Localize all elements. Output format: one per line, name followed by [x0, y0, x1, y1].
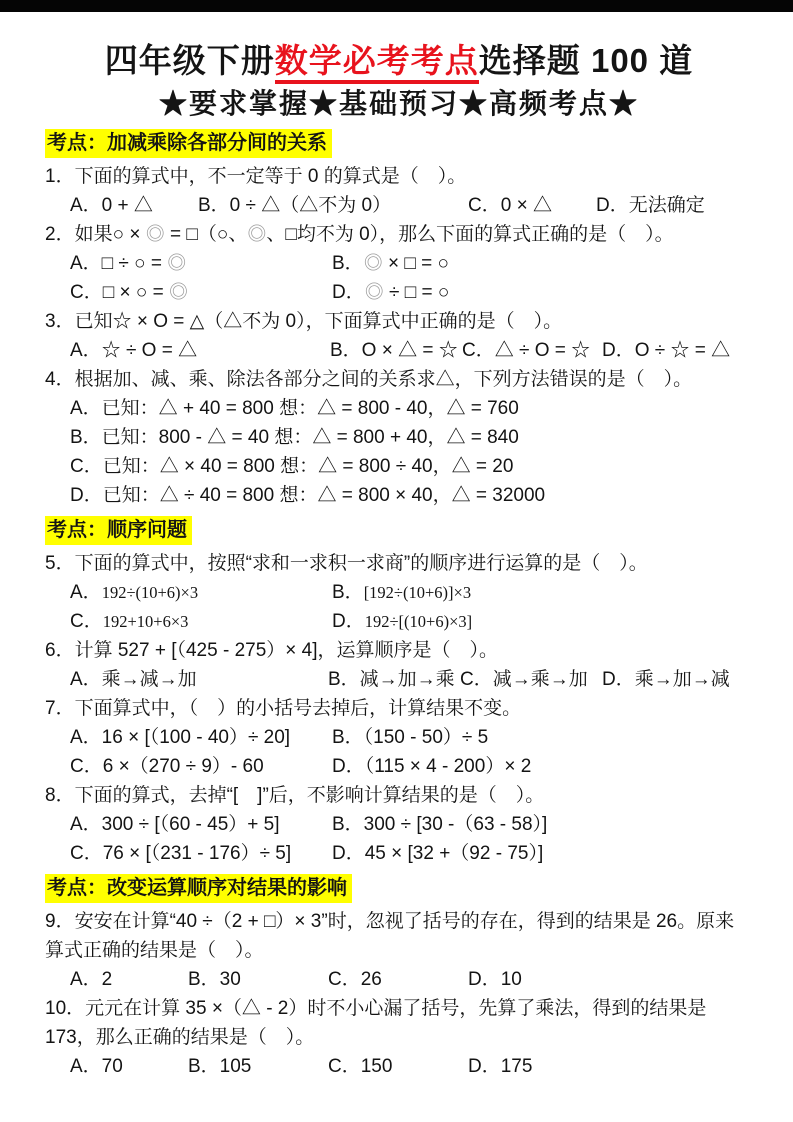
q1-option-a: A．0 + △: [70, 195, 153, 216]
q4-option-d: D．已知：△ ÷ 40 = 800 想：△ = 800 × 40，△ = 32000: [70, 485, 546, 506]
title-highlight-red: 数学必考考点: [275, 42, 479, 84]
q6-stem: 6．计算 527 + [（425 - 275）× 4]，运算顺序是（ ）。: [45, 640, 498, 661]
q2-option-b-label: B．: [332, 253, 364, 274]
worksheet-content: [0, 12, 793, 1081]
page-subtitle: ★要求掌握★基础预习★高频考点★: [158, 88, 639, 119]
q8-options-row-1: [45, 810, 753, 839]
section-1: [45, 129, 753, 160]
q6-option-d: D．乘→加→减: [602, 669, 730, 690]
q7-option-b: B．（150 - 50）÷ 5: [332, 727, 489, 748]
q5-option-d-label: D．: [332, 611, 365, 632]
q5-option-d: [332, 607, 753, 636]
q8-stem: 8．下面的算式，去掉“[ ]”后，不影响计算结果的是（ ）。: [45, 785, 545, 806]
q4-option-a: A．已知：△ + 40 = 800 想：△ = 800 - 40，△ = 760: [70, 398, 519, 419]
q9-option-c: C．26: [328, 969, 382, 990]
q6-option-a: A．乘→减→加: [70, 669, 197, 690]
gray-circle-symbol: ◎: [364, 282, 384, 303]
q5-option-b-expression: [192÷(10+6)]×3: [363, 583, 472, 602]
gray-circle-symbol: ◎: [168, 282, 188, 303]
section-1-header: 考点：加减乘除各部分间的关系: [45, 129, 332, 158]
q2-option-a-text: A．□ ÷ ○ =: [70, 253, 168, 274]
q1-options: [45, 191, 753, 220]
q7-stem: 7．下面算式中，（ ）的小括号去掉后，计算结果不变。: [45, 698, 522, 719]
q9-option-a: A．2: [70, 969, 113, 990]
q8-options-row-2: [45, 839, 753, 868]
q3-options: [45, 336, 753, 365]
top-black-bar: [0, 0, 793, 12]
gray-circle-symbol: ◎: [167, 253, 187, 274]
title-pre: 四年级下册: [104, 42, 275, 79]
q5-option-c-expression: 192+10+6×3: [102, 612, 189, 631]
q6-option-c: C．减→乘→加: [460, 669, 588, 690]
q2-option-b: [332, 249, 753, 278]
q7-option-d: D．（115 × 4 - 200）× 2: [332, 756, 532, 777]
q2-option-c: [70, 278, 332, 307]
q7-option-c: C．6 ×（270 ÷ 9）- 60: [70, 756, 264, 777]
q10-option-c: C．150: [328, 1056, 393, 1077]
q3-option-b: B．O × △ = ☆: [330, 340, 458, 361]
q6-options: [45, 665, 753, 694]
q2-option-c-text: C．□ × ○ =: [70, 282, 169, 303]
q5-option-c: [70, 607, 332, 636]
q4-option-b: B．已知：800 - △ = 40 想：△ = 800 + 40，△ = 840: [70, 427, 519, 448]
q5-option-a-expression: 192÷(10+6)×3: [101, 583, 199, 602]
q10-option-d: D．175: [468, 1056, 533, 1077]
q2-stem-text-3: 、□均不为 0），那么下面的算式正确的是（ ）。: [266, 224, 674, 245]
q5-option-a: [70, 578, 332, 607]
gray-circle-symbol: ◎: [145, 224, 165, 245]
section-2: [45, 516, 753, 547]
title-post: 选择题 100 道: [478, 42, 694, 79]
q7-option-a: A．16 × [（100 - 40）÷ 20]: [70, 727, 291, 748]
q2-option-d: [332, 278, 753, 307]
q1-option-d: D．无法确定: [596, 195, 705, 216]
q5-stem: 5．下面的算式中，按照“求和一求积一求商”的顺序进行运算的是（ ）。: [45, 553, 648, 574]
section-3: [45, 874, 753, 905]
page-title: [45, 40, 753, 82]
section-3-header: 考点：改变运算顺序对结果的影响: [45, 874, 352, 903]
q7-options-row-2: [45, 752, 753, 781]
q9-option-d: D．10: [468, 969, 522, 990]
q2-stem-text-2: = □（○、: [164, 224, 248, 245]
q8-option-a: A．300 ÷ [（60 - 45）+ 5]: [70, 814, 280, 835]
q2-stem: [45, 220, 753, 249]
q10-option-b: B．105: [188, 1056, 252, 1077]
q1-option-c: C．0 × △: [468, 195, 552, 216]
q4-option-c: C．已知：△ × 40 = 800 想：△ = 800 ÷ 40，△ = 20: [70, 456, 514, 477]
q7-options-row-1: [45, 723, 753, 752]
q3-stem: 3．已知☆ × O = △（△不为 0），下面算式中正确的是（ ）。: [45, 311, 563, 332]
q5-option-b: [332, 578, 753, 607]
q9-option-b: B．30: [188, 969, 241, 990]
q9-stem: 9．安安在计算“40 ÷（2 + □）× 3”时，忽视了括号的存在，得到的结果是 26。原来算式正确的结果是（ ）。: [45, 911, 735, 961]
q5-option-d-expression: 192÷[(10+6)×3]: [364, 612, 473, 631]
gray-circle-symbol: ◎: [363, 253, 383, 274]
q10-options: [45, 1052, 753, 1081]
q2-option-a: [70, 249, 332, 278]
q5-option-b-label: B．: [332, 582, 364, 603]
section-2-header: 考点：顺序问题: [45, 516, 192, 545]
q8-option-d: D．45 × [32 +（92 - 75）]: [332, 843, 544, 864]
q1-option-b: B．0 ÷ △（△不为 0）: [198, 195, 392, 216]
q10-stem: 10．元元在计算 35 ×（△ - 2）时不小心漏了括号，先算了乘法，得到的结果是 173，那么正确的结果是（ ）。: [45, 998, 707, 1048]
q2-options-row-1: [45, 249, 753, 278]
q1-stem: 1．下面的算式中，不一定等于 0 的算式是（ ）。: [45, 166, 467, 187]
q5-options-row-2: [45, 607, 753, 636]
q5-options-row-1: [45, 578, 753, 607]
q6-option-b: B．减→加→乘: [328, 669, 455, 690]
q2-stem-text-1: 2．如果○ ×: [45, 224, 146, 245]
q10-option-a: A．70: [70, 1056, 123, 1077]
q8-option-c: C．76 × [（231 - 176）÷ 5]: [70, 843, 292, 864]
q2-option-b-text: × □ = ○: [382, 253, 449, 274]
q5-option-c-label: C．: [70, 611, 103, 632]
q3-option-d: D．O ÷ ☆ = △: [602, 340, 731, 361]
q2-option-d-text: ÷ □ = ○: [383, 282, 450, 303]
q4-stem: 4．根据加、减、乘、除法各部分之间的关系求△，下列方法错误的是（ ）。: [45, 369, 693, 390]
gray-circle-symbol: ◎: [247, 224, 267, 245]
q2-option-d-label: D．: [332, 282, 365, 303]
q8-option-b: B．300 ÷ [30 -（63 - 58）]: [332, 814, 548, 835]
q3-option-c: C．△ ÷ O = ☆: [462, 340, 591, 361]
q5-option-a-label: A．: [70, 582, 102, 603]
q2-options-row-2: [45, 278, 753, 307]
q9-options: [45, 965, 753, 994]
q3-option-a: A．☆ ÷ O = △: [70, 340, 198, 361]
